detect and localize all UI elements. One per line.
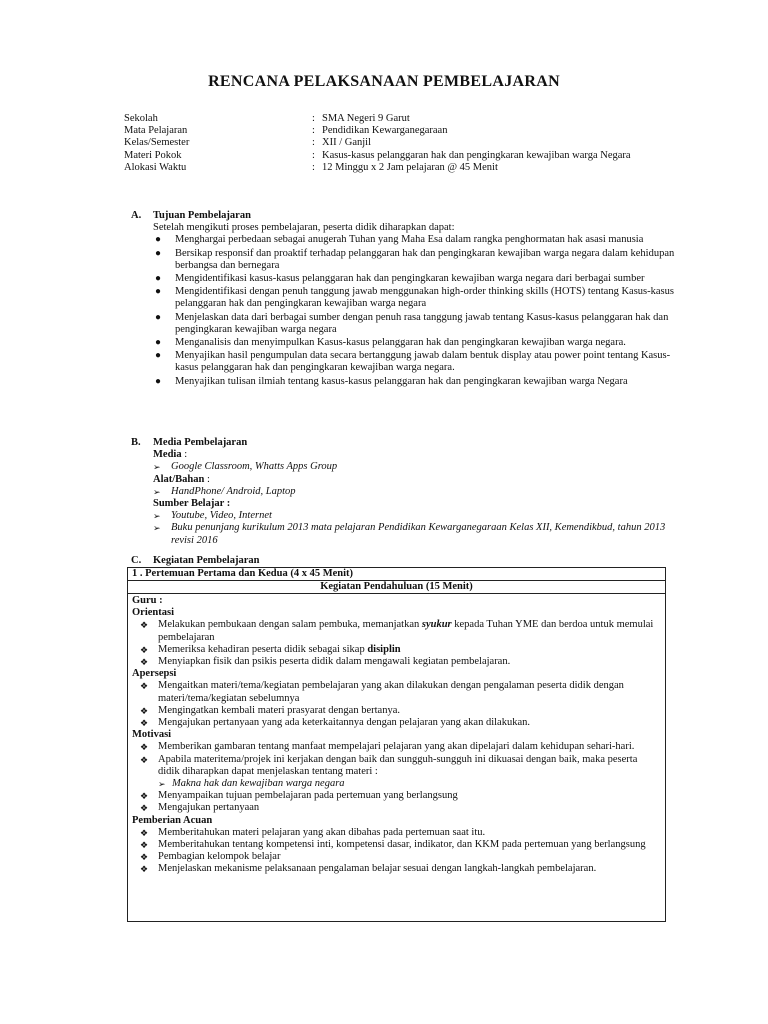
section-letter: B. [131, 437, 141, 448]
info-value: Pendidikan Kewarganegaraan [322, 125, 448, 137]
diamond-bullet-icon: ❖ [140, 827, 149, 838]
diamond-bullet-icon: ❖ [140, 657, 149, 668]
info-label: Sekolah [124, 113, 158, 124]
arrow-icon: ➢ [153, 523, 161, 534]
section-heading [131, 437, 686, 449]
guru-label: Guru : [132, 595, 163, 606]
arrow-icon: ➢ [153, 486, 161, 497]
section-kegiatan-pembelajaran [131, 555, 686, 567]
apersepsi-list [132, 680, 661, 729]
section-title: Tujuan Pembelajaran [153, 210, 251, 221]
list-item [132, 717, 661, 729]
list-item [153, 248, 686, 272]
info-label: Kelas/Semester [124, 137, 190, 149]
list-item-text: Menjelaskan mekanisme pelaksanaan pengalaman belajar sesuai dengan langkah-langkah pembelajaran. [158, 863, 597, 875]
list-item [153, 337, 686, 349]
diamond-bullet-icon: ❖ [140, 718, 149, 729]
list-item-text: Menyajikan hasil pengumpulan data secara bertanggung jawab dalam bentuk display atau power point tentang Kasus-kasus pelanggaran hak dan pengingkaran kewajiban warga negara. [175, 350, 671, 374]
alat-label: Alat/Bahan [153, 473, 205, 485]
bullet-icon: ● [155, 247, 162, 259]
media-heading: Media : [153, 449, 188, 461]
list-item [153, 510, 686, 522]
list-item [132, 790, 661, 802]
list-item [153, 522, 686, 546]
info-row-alokasi-waktu [124, 162, 680, 174]
list-item [153, 376, 686, 388]
info-colon: : [312, 113, 315, 124]
list-item-text: Pembagian kelompok belajar [158, 851, 281, 863]
list-item-text: Menjelaskan data dari berbagai sumber dengan penuh rasa tanggung jawab tentang Kasus-kasus pelanggaran hak dan pengingkaran kewajiban warga negara [175, 311, 669, 335]
list-item-text: Menganalisis dan menyimpulkan Kasus-kasus pelanggaran hak dan pengingkaran kewajiban warga negara. [175, 337, 626, 349]
section-letter: C. [131, 555, 142, 566]
arrow-icon: ➢ [153, 462, 161, 473]
list-item-text: Menyajikan tulisan ilmiah tentang kasus-kasus pelanggaran hak dan pengingkaran kewajiban warga Negara [175, 375, 628, 387]
list-item [132, 644, 661, 656]
bullet-icon: ● [155, 286, 162, 298]
text-segment: Melakukan pembukaan dengan salam pembuka, memanjatkan [158, 619, 422, 631]
emphasis-text: disiplin [367, 643, 401, 655]
list-item [153, 286, 686, 310]
section-media-pembelajaran [131, 437, 686, 547]
list-item-text: Makna hak dan kewajiban warga negara [172, 778, 345, 790]
apersepsi-heading: Apersepsi [132, 668, 177, 680]
bullet-icon: ● [155, 273, 162, 285]
list-item-text: Mengajukan pertanyaan yang ada keterkaitannya dengan pelajaran yang akan dilakukan. [158, 717, 531, 729]
arrow-icon: ➢ [158, 779, 166, 790]
document-title: RENCANA PELAKSANAAN PEMBELAJARAN [208, 73, 560, 90]
orientasi-list [132, 619, 661, 668]
info-colon: : [312, 149, 315, 161]
bullet-icon: ● [155, 350, 162, 362]
activity-table [127, 567, 666, 922]
list-item [158, 778, 661, 790]
info-colon: : [312, 161, 315, 173]
arrow-icon: ➢ [153, 511, 161, 522]
motivasi-heading: Motivasi [132, 729, 172, 741]
motivasi-list [132, 741, 661, 778]
list-item-text: Buku penunjang kurikulum 2013 mata pelajaran Pendidikan Kewarganegaraan Kelas XII, Kemendikbud, tahun 2013 revisi 2016 [171, 522, 666, 546]
section-heading [131, 555, 686, 567]
list-item-text: Memberitahukan tentang kompetensi inti, kompetensi dasar, indikator, dan KKM pada pertemuan yang berlangsung [158, 839, 646, 851]
orientasi-heading: Orientasi [132, 607, 174, 619]
list-item-text: Bersikap responsif dan proaktif terhadap pelanggaran hak dan pengingkaran kewajiban warga negara dalam kehidupan berbangsa dan bernegara [175, 247, 675, 271]
info-value: 12 Minggu x 2 Jam pelajaran @ 45 Menit [322, 161, 498, 173]
list-item [132, 680, 661, 704]
diamond-bullet-icon: ❖ [140, 852, 149, 863]
text-segment: Memeriksa kehadiran peserta didik sebagai sikap [158, 643, 368, 655]
list-item-text: Apabila materitema/projek ini kerjakan dengan baik dan sungguh-sungguh ini dikuasai dengan baik, maka peserta didik diharapkan dapat menjelaskan tentang materi : [158, 753, 638, 777]
diamond-bullet-icon: ❖ [140, 705, 149, 716]
diamond-bullet-icon: ❖ [140, 742, 149, 753]
list-item-text: Mengingatkan kembali materi prasyarat dengan bertanya. [158, 704, 400, 716]
bullet-icon: ● [155, 311, 162, 323]
acuan-list [132, 827, 661, 876]
info-colon: : [312, 137, 315, 149]
list-item [153, 461, 686, 473]
section-body [131, 222, 686, 388]
list-item [153, 312, 686, 336]
list-item [132, 754, 661, 778]
diamond-bullet-icon: ❖ [140, 620, 149, 631]
section-body [131, 449, 686, 547]
media-label: Media [153, 449, 182, 461]
info-row-kelas-semester [124, 137, 680, 149]
info-row-sekolah [124, 113, 680, 125]
info-row-mata-pelajaran [124, 125, 680, 137]
list-item-text: Memberitahukan materi pelajaran yang akan dibahas pada pertemuan saat itu. [158, 826, 486, 838]
info-value: SMA Negeri 9 Garut [322, 113, 410, 124]
list-item [132, 619, 661, 643]
table-cell [128, 594, 665, 876]
sumber-heading: Sumber Belajar : [153, 498, 231, 510]
emphasis-text: syukur [421, 619, 452, 631]
list-item [132, 705, 661, 717]
text-segment: kepada Tuhan YME dan berdoa untuk memulai pembelajaran [158, 619, 654, 643]
list-item [153, 486, 686, 498]
list-item [132, 851, 661, 863]
list-item-text: Memberikan gambaran tentang manfaat mempelajari pelajaran yang akan dipelajari dalam kehidupan sehari-hari. [158, 741, 635, 753]
section-intro: Setelah mengikuti proses pembelajaran, peserta didik diharapkan dapat: [153, 222, 455, 234]
list-item [153, 273, 686, 285]
list-item-text: Menyiapkan fisik dan psikis peserta didik dalam mengawali kegiatan pembelajaran. [158, 656, 511, 668]
list-item-text: Mengajukan pertanyaan [158, 802, 260, 814]
diamond-bullet-icon: ❖ [140, 840, 149, 851]
section-title: Media Pembelajaran [153, 437, 248, 448]
motivasi-sublist [132, 778, 661, 790]
info-row-materi-pokok [124, 150, 680, 162]
list-item [132, 827, 661, 839]
diamond-bullet-icon: ❖ [140, 644, 149, 655]
bullet-icon: ● [155, 375, 162, 387]
info-colon: : [312, 125, 315, 137]
list-item [132, 656, 661, 668]
section-heading [131, 210, 686, 222]
acuan-heading: Pemberian Acuan [132, 814, 213, 826]
info-label: Mata Pelajaran [124, 125, 188, 137]
list-item [132, 741, 661, 753]
diamond-bullet-icon: ❖ [140, 864, 149, 875]
info-value: Kasus-kasus pelanggaran hak dan pengingkaran kewajiban warga Negara [322, 149, 631, 161]
table-header-intro: Kegiatan Pendahuluan (15 Menit) [128, 581, 665, 594]
section-letter: A. [131, 210, 142, 221]
list-item [153, 234, 686, 246]
section-tujuan-pembelajaran [131, 210, 686, 389]
alat-list [153, 486, 686, 498]
list-item [132, 839, 661, 851]
section-title: Kegiatan Pembelajaran [153, 555, 260, 566]
list-item-text: HandPhone/ Android, Laptop [171, 485, 296, 497]
bullet-icon: ● [155, 234, 162, 246]
list-item-text: Mengidentifikasi kasus-kasus pelanggaran hak dan pengingkaran kewajiban warga negara dari berbagai sumber [175, 273, 645, 285]
identity-block [124, 113, 680, 174]
list-item-text: Google Classroom, Whatts Apps Group [171, 461, 338, 473]
list-item [132, 802, 661, 814]
info-label: Alokasi Waktu [124, 161, 187, 173]
bullet-icon: ● [155, 337, 162, 349]
list-item-text: Youtube, Video, Internet [171, 510, 272, 522]
list-item-text: Mengaitkan materi/tema/kegiatan pembelajaran yang akan dilakukan dengan pengalaman peserta didik dengan materi/tema/kegiatan sebelumnya [158, 680, 624, 704]
list-item [132, 863, 661, 875]
objectives-list [153, 234, 686, 387]
media-list [153, 461, 686, 473]
list-item-text: Menyampaikan tujuan pembelajaran pada pertemuan yang berlangsung [158, 790, 458, 802]
info-label: Materi Pokok [124, 149, 182, 161]
diamond-bullet-icon: ❖ [140, 803, 149, 814]
diamond-bullet-icon: ❖ [140, 754, 149, 765]
list-item-text: Mengidentifikasi dengan penuh tanggung jawab menggunakan high-order thinking skills (HOTS) tentang Kasus-kasus pelanggaran hak dan pengingkaran kewajiban warga negara [175, 286, 674, 310]
sumber-list [153, 510, 686, 547]
info-value: XII / Ganjil [322, 137, 371, 149]
diamond-bullet-icon: ❖ [140, 681, 149, 692]
list-item-text: Menghargai perbedaan sebagai anugerah Tuhan yang Maha Esa dalam rangka penghormatan hak asasi manusia [175, 234, 644, 246]
table-header-meeting: 1 . Pertemuan Pertama dan Kedua (4 x 45 Menit) [128, 568, 665, 581]
alat-heading: Alat/Bahan : [153, 473, 210, 485]
list-item [153, 350, 686, 374]
diamond-bullet-icon: ❖ [140, 791, 149, 802]
motivasi-list-continued [132, 790, 661, 814]
